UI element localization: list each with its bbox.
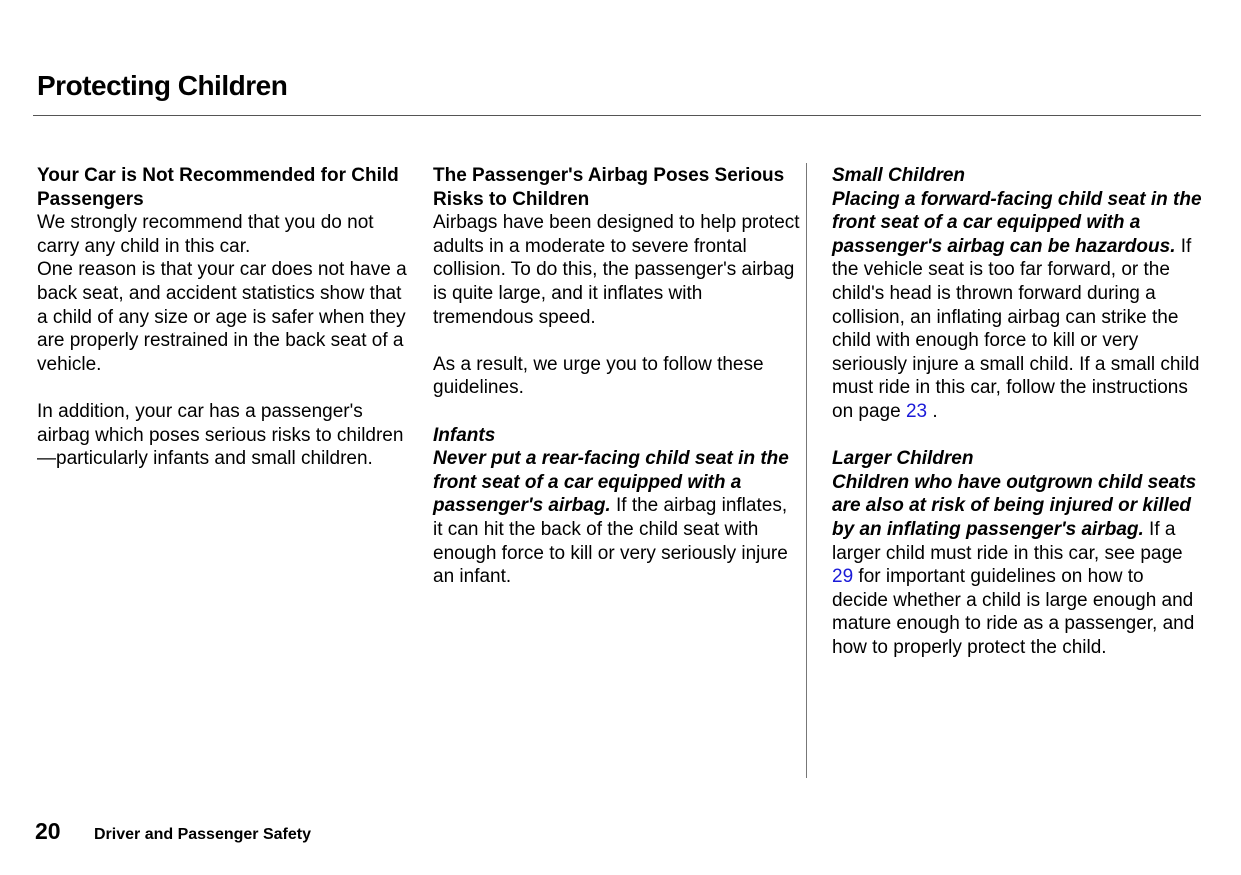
column-children [832,164,1204,659]
page-link-23[interactable]: 23 [905,400,928,422]
warning-text: Placing a forward-facing child seat in the front seat of a car equipped with a passenger's airbag can be hazardous. [832,188,1202,257]
page-number: 20 [35,818,61,844]
body-text: If the vehicle seat is too far forward, or the child's head is thrown forward during a collision, an inflating airbag can strike the child with enough force to kill or very seriously injure a small child. If a small child must ride in this car, follow the instructions on page [832,235,1200,422]
body-text: If a larger child must ride in this car, see page [832,518,1183,564]
body-text: If the airbag inflates, it can hit the back of the child seat with enough force to kill or very seriously injure an infant. [433,495,788,588]
section-name: Driver and Passenger Safety [94,826,311,843]
paragraph: In addition, your car has a passenger's airbag which poses serious risks to children—particularly infants and small children. [37,400,404,470]
subheading-infants: Infants [433,424,496,446]
paragraph: As a result, we urge you to follow these guidelines. [433,353,764,399]
subheading-larger-children: Larger Children [832,448,974,470]
section-heading: Your Car is Not Recommended for Child Passengers [37,165,399,210]
body-text: for important guidelines on how to decide whether a child is large enough and mature enough to ride as a passenger, and how to properly protect the child. [832,566,1195,658]
paragraph: Airbags have been designed to help protect adults in a moderate to severe frontal collision. To do this, the passenger's airbag is quite large, and it inflates with tremendous speed. [433,212,800,328]
paragraph: We strongly recommend that you do not carry any child in this car. [37,212,374,257]
paragraph-infants [433,447,801,589]
column-divider [806,163,807,778]
title-divider [33,115,1201,116]
warning-text: Never put a rear-facing child seat in the front seat of a car equipped with a passenger's airbag. [433,448,789,517]
warning-text: Children who have outgrown child seats are also at risk of being injured or killed by an inflating passenger's airbag. [832,471,1197,540]
paragraph: One reason is that your car does not have a back seat, and accident statistics show that a child of any size or age is safer when they are properly restrained in the back seat of a vehicle. [37,259,407,375]
body-text: . [927,400,938,422]
paragraph-small-children [832,188,1204,424]
column-airbag-risks [433,164,801,589]
column-not-recommended [37,164,409,471]
page-title: Protecting Children [37,70,288,101]
section-heading: The Passenger's Airbag Poses Serious Risks to Children [433,165,785,210]
page-link-29[interactable]: 29 [832,566,854,588]
paragraph-larger-children [832,471,1204,660]
subheading-small-children: Small Children [832,165,966,186]
